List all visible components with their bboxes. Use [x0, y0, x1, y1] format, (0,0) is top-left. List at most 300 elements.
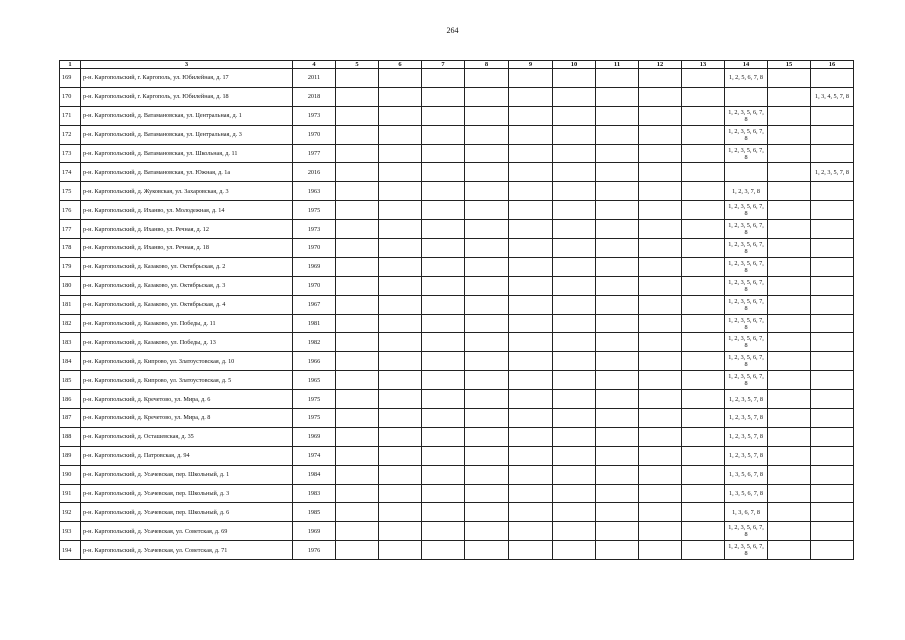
- row-number-cell: 185: [60, 371, 81, 390]
- header-row: [60, 61, 854, 69]
- empty-cell: [509, 503, 553, 522]
- empty-cell: [509, 484, 553, 503]
- empty-cell: [682, 409, 725, 428]
- year-cell: 1982: [293, 333, 336, 352]
- table-row: [60, 465, 854, 484]
- column-14-cell: 1, 2, 3, 5, 6, 7, 8: [725, 239, 768, 258]
- column-14-cell: 1, 2, 3, 5, 6, 7, 8: [725, 144, 768, 163]
- empty-cell: [682, 333, 725, 352]
- empty-cell: [336, 314, 379, 333]
- table-row: [60, 69, 854, 88]
- empty-cell: [465, 541, 509, 560]
- empty-cell: [465, 503, 509, 522]
- empty-cell: [379, 182, 422, 201]
- empty-cell: [465, 465, 509, 484]
- empty-cell: [422, 371, 465, 390]
- empty-cell: [639, 409, 682, 428]
- empty-cell: [379, 371, 422, 390]
- address-cell: р-н. Каргопольский, д. Иханво, ул. Речная, д. 18: [81, 239, 293, 258]
- empty-cell: [639, 182, 682, 201]
- column-16-cell: [811, 125, 854, 144]
- column-header: 15: [768, 61, 811, 69]
- empty-cell: [509, 276, 553, 295]
- column-header: 1: [60, 61, 81, 69]
- empty-cell: [639, 163, 682, 182]
- column-14-cell: 1, 3, 5, 6, 7, 8: [725, 484, 768, 503]
- empty-cell: [422, 125, 465, 144]
- empty-cell: [768, 522, 811, 541]
- address-cell: р-н. Каргопольский, г. Каргополь, ул. Юбилейная, д. 18: [81, 87, 293, 106]
- address-cell: р-н. Каргопольский, д. Ватамановская, ул. Школьная, д. 11: [81, 144, 293, 163]
- column-14-cell: 1, 2, 3, 5, 7, 8: [725, 446, 768, 465]
- column-header: 11: [596, 61, 639, 69]
- column-header: 4: [293, 61, 336, 69]
- address-cell: р-н. Каргопольский, д. Осташевская, д. 35: [81, 427, 293, 446]
- empty-cell: [596, 371, 639, 390]
- empty-cell: [639, 541, 682, 560]
- year-cell: 1965: [293, 371, 336, 390]
- column-14-cell: [725, 87, 768, 106]
- year-cell: 2016: [293, 163, 336, 182]
- empty-cell: [639, 446, 682, 465]
- column-16-cell: [811, 484, 854, 503]
- empty-cell: [465, 295, 509, 314]
- empty-cell: [639, 125, 682, 144]
- column-16-cell: [811, 352, 854, 371]
- column-header: 3: [81, 61, 293, 69]
- empty-cell: [509, 125, 553, 144]
- column-header: 13: [682, 61, 725, 69]
- row-number-cell: 193: [60, 522, 81, 541]
- empty-cell: [509, 69, 553, 88]
- empty-cell: [379, 503, 422, 522]
- empty-cell: [596, 239, 639, 258]
- address-cell: р-н. Каргопольский, д. Жуковская, ул. Захаровская, д. 3: [81, 182, 293, 201]
- table-row: [60, 371, 854, 390]
- empty-cell: [682, 182, 725, 201]
- empty-cell: [336, 125, 379, 144]
- column-16-cell: 1, 3, 4, 5, 7, 8: [811, 87, 854, 106]
- empty-cell: [465, 427, 509, 446]
- empty-cell: [509, 446, 553, 465]
- empty-cell: [596, 125, 639, 144]
- empty-cell: [553, 314, 596, 333]
- empty-cell: [682, 295, 725, 314]
- empty-cell: [379, 352, 422, 371]
- empty-cell: [465, 390, 509, 409]
- address-cell: р-н. Каргопольский, д. Кречетово, ул. Мира, д. 6: [81, 390, 293, 409]
- empty-cell: [509, 390, 553, 409]
- empty-cell: [509, 87, 553, 106]
- empty-cell: [379, 125, 422, 144]
- empty-cell: [682, 446, 725, 465]
- column-14-cell: 1, 2, 3, 5, 6, 7, 8: [725, 276, 768, 295]
- address-cell: р-н. Каргопольский, д. Иханво, ул. Молодежная, д. 14: [81, 201, 293, 220]
- empty-cell: [553, 201, 596, 220]
- column-16-cell: [811, 295, 854, 314]
- empty-cell: [379, 295, 422, 314]
- empty-cell: [596, 503, 639, 522]
- empty-cell: [553, 522, 596, 541]
- empty-cell: [553, 333, 596, 352]
- empty-cell: [336, 257, 379, 276]
- column-14-cell: 1, 3, 6, 7, 8: [725, 503, 768, 522]
- empty-cell: [553, 446, 596, 465]
- empty-cell: [596, 465, 639, 484]
- year-cell: 1977: [293, 144, 336, 163]
- empty-cell: [509, 541, 553, 560]
- year-cell: 1969: [293, 427, 336, 446]
- row-number-cell: 172: [60, 125, 81, 144]
- row-number-cell: 194: [60, 541, 81, 560]
- address-cell: р-н. Каргопольский, д. Патровская, д. 94: [81, 446, 293, 465]
- empty-cell: [465, 276, 509, 295]
- empty-cell: [379, 465, 422, 484]
- empty-cell: [768, 220, 811, 239]
- row-number-cell: 177: [60, 220, 81, 239]
- column-16-cell: [811, 409, 854, 428]
- empty-cell: [379, 257, 422, 276]
- empty-cell: [379, 314, 422, 333]
- empty-cell: [639, 352, 682, 371]
- column-16-cell: [811, 69, 854, 88]
- row-number-cell: 186: [60, 390, 81, 409]
- empty-cell: [768, 465, 811, 484]
- column-16-cell: 1, 2, 3, 5, 7, 8: [811, 163, 854, 182]
- empty-cell: [465, 257, 509, 276]
- empty-cell: [682, 125, 725, 144]
- row-number-cell: 182: [60, 314, 81, 333]
- empty-cell: [336, 295, 379, 314]
- empty-cell: [336, 522, 379, 541]
- empty-cell: [682, 522, 725, 541]
- empty-cell: [553, 371, 596, 390]
- empty-cell: [422, 314, 465, 333]
- row-number-cell: 176: [60, 201, 81, 220]
- empty-cell: [379, 484, 422, 503]
- column-16-cell: [811, 106, 854, 125]
- empty-cell: [553, 352, 596, 371]
- empty-cell: [422, 163, 465, 182]
- empty-cell: [509, 465, 553, 484]
- empty-cell: [553, 87, 596, 106]
- empty-cell: [596, 220, 639, 239]
- row-number-cell: 173: [60, 144, 81, 163]
- empty-cell: [379, 106, 422, 125]
- empty-cell: [768, 314, 811, 333]
- empty-cell: [336, 220, 379, 239]
- empty-cell: [379, 427, 422, 446]
- empty-cell: [596, 182, 639, 201]
- empty-cell: [682, 371, 725, 390]
- empty-cell: [682, 220, 725, 239]
- empty-cell: [422, 182, 465, 201]
- empty-cell: [596, 522, 639, 541]
- empty-cell: [639, 276, 682, 295]
- empty-cell: [682, 201, 725, 220]
- empty-cell: [553, 144, 596, 163]
- column-14-cell: 1, 2, 3, 5, 7, 8: [725, 427, 768, 446]
- year-cell: 1973: [293, 220, 336, 239]
- empty-cell: [553, 182, 596, 201]
- column-header: 5: [336, 61, 379, 69]
- empty-cell: [509, 352, 553, 371]
- empty-cell: [422, 295, 465, 314]
- empty-cell: [336, 446, 379, 465]
- address-cell: р-н. Каргопольский, д. Казаково, ул. Победы, д. 11: [81, 314, 293, 333]
- year-cell: 1973: [293, 106, 336, 125]
- table-row: [60, 295, 854, 314]
- column-14-cell: 1, 2, 3, 5, 6, 7, 8: [725, 125, 768, 144]
- empty-cell: [596, 352, 639, 371]
- address-cell: р-н. Каргопольский, д. Кипрово, ул. Златоустовская, д. 5: [81, 371, 293, 390]
- column-14-cell: 1, 2, 3, 5, 6, 7, 8: [725, 257, 768, 276]
- column-header: 16: [811, 61, 854, 69]
- empty-cell: [379, 220, 422, 239]
- empty-cell: [768, 503, 811, 522]
- table-row: [60, 87, 854, 106]
- empty-cell: [682, 69, 725, 88]
- table-row: [60, 220, 854, 239]
- column-16-cell: [811, 427, 854, 446]
- empty-cell: [379, 144, 422, 163]
- empty-cell: [465, 125, 509, 144]
- address-cell: р-н. Каргопольский, д. Усачевская, пер. Школьный, д. 1: [81, 465, 293, 484]
- row-number-cell: 189: [60, 446, 81, 465]
- table-body: [60, 69, 854, 560]
- empty-cell: [465, 163, 509, 182]
- empty-cell: [336, 465, 379, 484]
- empty-cell: [379, 276, 422, 295]
- column-14-cell: [725, 163, 768, 182]
- address-cell: р-н. Каргопольский, д. Усачевская, пер. Школьный, д. 3: [81, 484, 293, 503]
- empty-cell: [553, 541, 596, 560]
- empty-cell: [768, 409, 811, 428]
- empty-cell: [596, 106, 639, 125]
- empty-cell: [509, 427, 553, 446]
- empty-cell: [596, 446, 639, 465]
- column-16-cell: [811, 144, 854, 163]
- empty-cell: [422, 201, 465, 220]
- empty-cell: [509, 239, 553, 258]
- address-cell: р-н. Каргопольский, д. Усачевская, ул. Советская, д. 69: [81, 522, 293, 541]
- empty-cell: [596, 541, 639, 560]
- column-16-cell: [811, 522, 854, 541]
- empty-cell: [553, 125, 596, 144]
- empty-cell: [509, 333, 553, 352]
- empty-cell: [509, 182, 553, 201]
- empty-cell: [682, 484, 725, 503]
- empty-cell: [682, 87, 725, 106]
- column-header: 6: [379, 61, 422, 69]
- empty-cell: [768, 163, 811, 182]
- empty-cell: [639, 257, 682, 276]
- year-cell: 1975: [293, 409, 336, 428]
- empty-cell: [553, 106, 596, 125]
- year-cell: 1974: [293, 446, 336, 465]
- column-header: 8: [465, 61, 509, 69]
- address-cell: р-н. Каргопольский, д. Усачевская, ул. Советская, д. 71: [81, 541, 293, 560]
- year-cell: 2018: [293, 87, 336, 106]
- empty-cell: [768, 144, 811, 163]
- empty-cell: [422, 87, 465, 106]
- empty-cell: [639, 201, 682, 220]
- row-number-cell: 192: [60, 503, 81, 522]
- column-14-cell: 1, 2, 3, 5, 6, 7, 8: [725, 201, 768, 220]
- empty-cell: [682, 465, 725, 484]
- empty-cell: [422, 427, 465, 446]
- empty-cell: [465, 484, 509, 503]
- empty-cell: [379, 87, 422, 106]
- empty-cell: [465, 182, 509, 201]
- empty-cell: [553, 257, 596, 276]
- empty-cell: [422, 484, 465, 503]
- empty-cell: [682, 163, 725, 182]
- empty-cell: [553, 163, 596, 182]
- page-number: 264: [446, 26, 459, 35]
- empty-cell: [682, 276, 725, 295]
- address-cell: р-н. Каргопольский, д. Ватамановская, ул. Южная, д. 1а: [81, 163, 293, 182]
- empty-cell: [509, 257, 553, 276]
- data-table: [59, 60, 854, 560]
- empty-cell: [682, 106, 725, 125]
- empty-cell: [422, 409, 465, 428]
- empty-cell: [422, 352, 465, 371]
- empty-cell: [639, 314, 682, 333]
- empty-cell: [465, 522, 509, 541]
- empty-cell: [553, 484, 596, 503]
- table-row: [60, 503, 854, 522]
- column-header: 12: [639, 61, 682, 69]
- empty-cell: [553, 503, 596, 522]
- empty-cell: [509, 163, 553, 182]
- table-row: [60, 409, 854, 428]
- column-14-cell: 1, 2, 3, 7, 8: [725, 182, 768, 201]
- address-cell: р-н. Каргопольский, д. Кипрово, ул. Златоустовская, д. 10: [81, 352, 293, 371]
- empty-cell: [553, 276, 596, 295]
- empty-cell: [336, 484, 379, 503]
- empty-cell: [639, 333, 682, 352]
- column-14-cell: 1, 2, 3, 5, 6, 7, 8: [725, 220, 768, 239]
- empty-cell: [336, 87, 379, 106]
- empty-cell: [336, 201, 379, 220]
- empty-cell: [553, 465, 596, 484]
- year-cell: 1963: [293, 182, 336, 201]
- empty-cell: [379, 69, 422, 88]
- address-cell: р-н. Каргопольский, д. Ватамановская, ул. Центральная, д. 1: [81, 106, 293, 125]
- empty-cell: [768, 239, 811, 258]
- table-row: [60, 446, 854, 465]
- empty-cell: [596, 333, 639, 352]
- empty-cell: [465, 201, 509, 220]
- empty-cell: [768, 390, 811, 409]
- table-row: [60, 182, 854, 201]
- year-cell: 1975: [293, 390, 336, 409]
- column-14-cell: 1, 2, 3, 5, 6, 7, 8: [725, 295, 768, 314]
- column-16-cell: [811, 371, 854, 390]
- empty-cell: [336, 427, 379, 446]
- table-row: [60, 125, 854, 144]
- table-row: [60, 427, 854, 446]
- empty-cell: [768, 352, 811, 371]
- empty-cell: [509, 220, 553, 239]
- row-number-cell: 181: [60, 295, 81, 314]
- table-row: [60, 352, 854, 371]
- empty-cell: [379, 239, 422, 258]
- table-row: [60, 522, 854, 541]
- empty-cell: [509, 522, 553, 541]
- column-14-cell: 1, 2, 3, 5, 6, 7, 8: [725, 352, 768, 371]
- address-cell: р-н. Каргопольский, д. Казаково, ул. Октябрьская, д. 2: [81, 257, 293, 276]
- empty-cell: [509, 295, 553, 314]
- empty-cell: [768, 201, 811, 220]
- empty-cell: [682, 390, 725, 409]
- column-16-cell: [811, 541, 854, 560]
- address-cell: р-н. Каргопольский, д. Казаково, ул. Октябрьская, д. 3: [81, 276, 293, 295]
- empty-cell: [379, 163, 422, 182]
- empty-cell: [465, 409, 509, 428]
- empty-cell: [422, 522, 465, 541]
- empty-cell: [596, 144, 639, 163]
- empty-cell: [336, 144, 379, 163]
- column-header: 7: [422, 61, 465, 69]
- row-number-cell: 191: [60, 484, 81, 503]
- column-14-cell: 1, 2, 3, 5, 6, 7, 8: [725, 522, 768, 541]
- empty-cell: [639, 295, 682, 314]
- empty-cell: [509, 371, 553, 390]
- row-number-cell: 170: [60, 87, 81, 106]
- empty-cell: [553, 69, 596, 88]
- empty-cell: [596, 484, 639, 503]
- empty-cell: [422, 503, 465, 522]
- empty-cell: [768, 125, 811, 144]
- empty-cell: [639, 465, 682, 484]
- table-row: [60, 390, 854, 409]
- address-cell: р-н. Каргопольский, д. Усачевская, пер. Школьный, д. 6: [81, 503, 293, 522]
- column-14-cell: 1, 2, 3, 5, 6, 7, 8: [725, 314, 768, 333]
- empty-cell: [336, 333, 379, 352]
- column-14-cell: 1, 3, 5, 6, 7, 8: [725, 465, 768, 484]
- empty-cell: [682, 427, 725, 446]
- row-number-cell: 171: [60, 106, 81, 125]
- empty-cell: [639, 427, 682, 446]
- empty-cell: [422, 144, 465, 163]
- empty-cell: [682, 144, 725, 163]
- empty-cell: [639, 69, 682, 88]
- empty-cell: [596, 314, 639, 333]
- column-16-cell: [811, 314, 854, 333]
- empty-cell: [682, 314, 725, 333]
- empty-cell: [682, 503, 725, 522]
- empty-cell: [682, 257, 725, 276]
- table-row: [60, 276, 854, 295]
- empty-cell: [596, 427, 639, 446]
- empty-cell: [553, 239, 596, 258]
- row-number-cell: 184: [60, 352, 81, 371]
- column-16-cell: [811, 446, 854, 465]
- empty-cell: [596, 87, 639, 106]
- empty-cell: [768, 333, 811, 352]
- empty-cell: [336, 276, 379, 295]
- column-16-cell: [811, 257, 854, 276]
- empty-cell: [422, 106, 465, 125]
- empty-cell: [422, 333, 465, 352]
- column-14-cell: 1, 2, 3, 5, 6, 7, 8: [725, 106, 768, 125]
- empty-cell: [682, 352, 725, 371]
- empty-cell: [596, 390, 639, 409]
- year-cell: 2011: [293, 69, 336, 88]
- row-number-cell: 169: [60, 69, 81, 88]
